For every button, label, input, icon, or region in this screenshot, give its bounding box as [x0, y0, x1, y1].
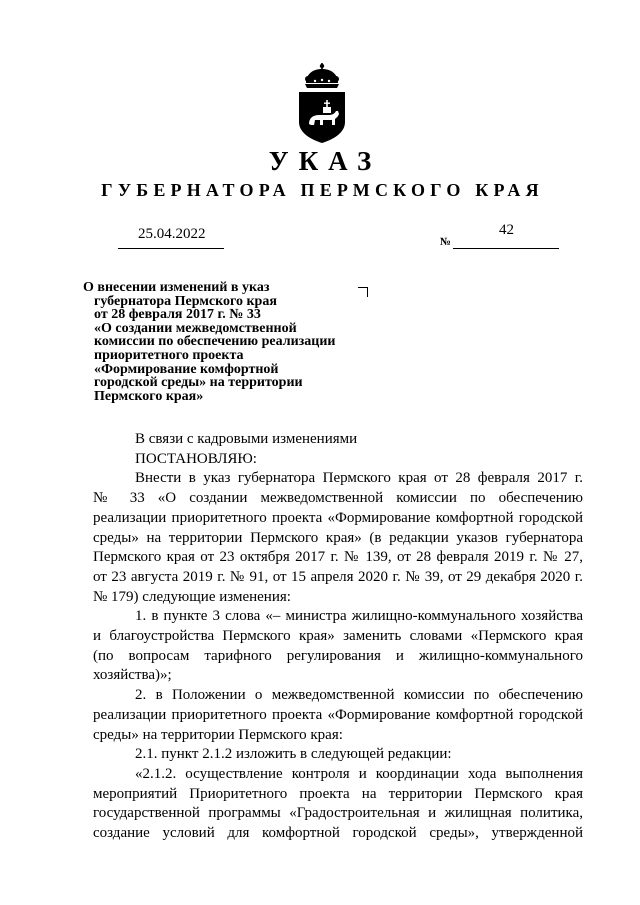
body-line: создание условий для комфортной городской среды», утвержденной: [93, 825, 583, 842]
body-line: 1. в пункте 3 слова «– министра жилищно-коммунального хозяйства: [135, 608, 583, 625]
body-line: (по вопросам тарифного регулирования и жилищно-коммунального: [93, 647, 583, 664]
number-sign: №: [440, 236, 452, 248]
body-line: № 33 «О создании межведомственной комиссии по обеспечению: [93, 490, 583, 507]
heading-line: городской среды» на территории: [94, 375, 303, 391]
body-line: Внести в указ губернатора Пермского края от 28 февраля 2017 г.: [135, 470, 583, 487]
body-line: 2. в Положении о межведомственной комиссии по обеспечению: [135, 687, 583, 704]
body-line: ПОСТАНОВЛЯЮ:: [135, 450, 257, 467]
body-line: среды» на территории Пермского края» (в редакции указов губернатора: [93, 529, 583, 546]
body-line: «2.1.2. осуществление контроля и координации хода выполнения: [135, 765, 583, 782]
heading-line: «Формирование комфортной: [94, 361, 279, 377]
body-line: № 179) следующие изменения:: [93, 588, 291, 605]
heading-line: губернатора Пермского края: [94, 293, 277, 309]
body-line: В связи с кадровыми изменениями: [135, 431, 358, 447]
body-line: Пермского края от 23 октября 2017 г. № 139, от 28 февраля 2019 г. № 27,: [93, 549, 583, 566]
body-line: реализации приоритетного проекта «Формирование комфортной городской: [93, 509, 583, 526]
heading-line: Пермского края»: [94, 388, 204, 404]
body-line: среды» на территории Пермского края:: [93, 726, 343, 743]
heading-line: «О создании межведомственной: [94, 320, 297, 336]
heading-line: приоритетного проекта: [94, 347, 244, 363]
decree-body: [93, 430, 583, 844]
body-line: и благоустройства Пермского края» заменить словами «Пермского края: [93, 628, 583, 645]
document-subtitle: ГУБЕРНАТОРА ПЕРМСКОГО КРАЯ: [101, 180, 544, 200]
decree-number: 42: [499, 222, 514, 238]
decree-date: 25.04.2022: [138, 226, 206, 242]
heading-line: О внесении изменений в указ: [83, 280, 270, 295]
number-underline: [453, 248, 559, 249]
body-line: хозяйства)»;: [93, 667, 172, 684]
perm-krai-coat-of-arms-icon: [293, 62, 351, 146]
heading-line: от 28 февраля 2017 г. № 33: [94, 307, 261, 323]
body-line: реализации приоритетного проекта «Формирование комфортной городской: [93, 706, 583, 723]
date-underline: [118, 248, 224, 249]
document-title: УКАЗ: [268, 146, 382, 176]
decree-heading: [83, 281, 363, 403]
body-line: 2.1. пункт 2.1.2 изложить в следующей редакции:: [135, 746, 452, 763]
body-line: мероприятий Приоритетного проекта на территории Пермского края: [93, 785, 583, 802]
body-line: от 23 августа 2019 г. № 91, от 15 апреля 2020 г. № 39, от 29 декабря 2020 г.: [93, 568, 583, 585]
heading-line: комиссии по обеспечению реализации: [94, 334, 336, 350]
body-line: государственной программы «Градостроительная и жилищная политика,: [93, 805, 583, 822]
